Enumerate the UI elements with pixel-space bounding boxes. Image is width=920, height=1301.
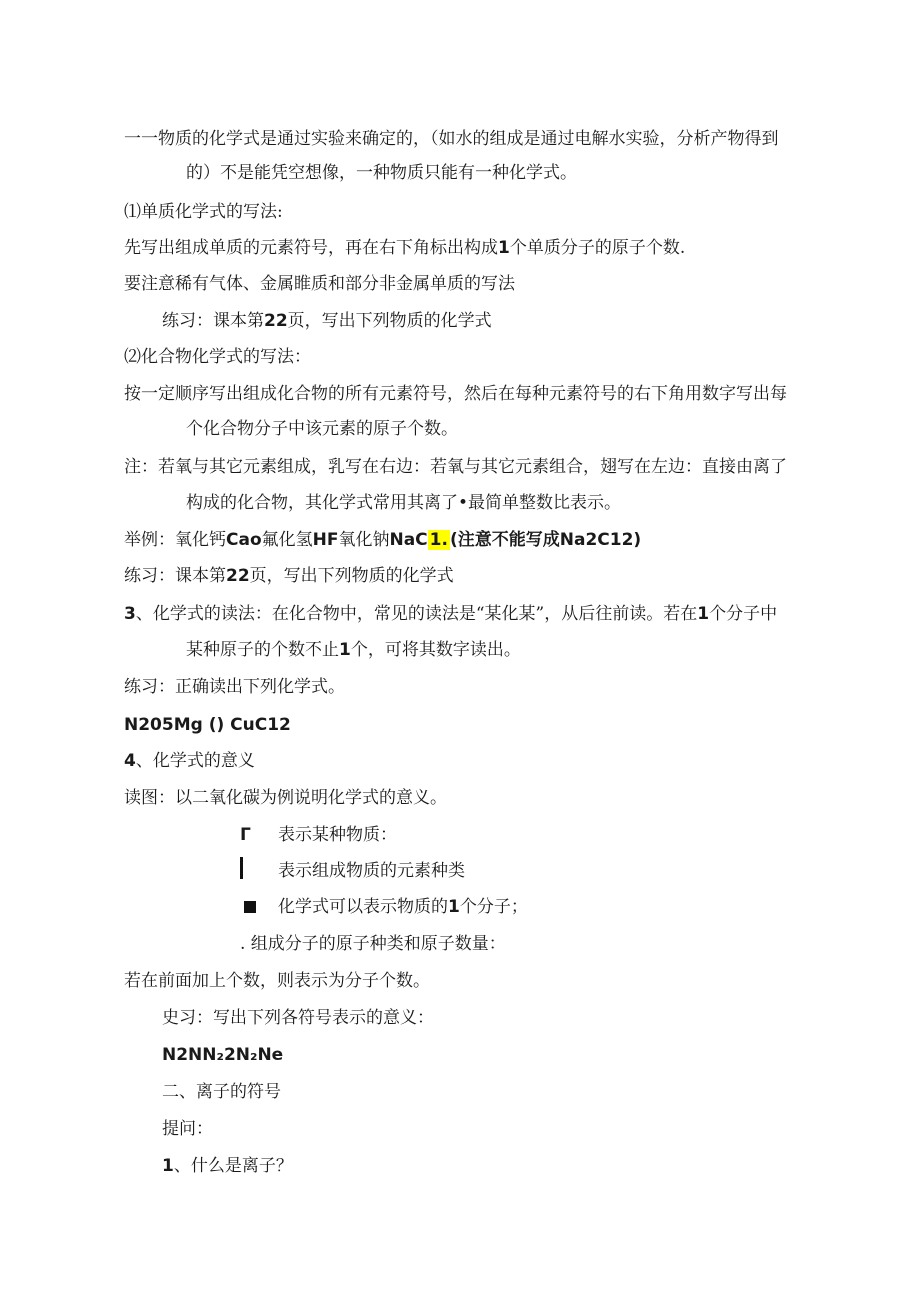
formula-line: N2NN₂2N₂Ne (162, 1045, 284, 1065)
exercise-line: 练习：课本第22页，写出下列物质的化学式 (124, 566, 454, 586)
meaning-item: 表示某种物质： (278, 825, 397, 845)
example-line: 举例：氧化钙Cao氟化氢HF氧化钠NaC 1. (注意不能写成Na2C12) (124, 530, 642, 550)
paragraph-line: 按一定顺序写出组成化合物的所有元素符号，然后在每种元素符号的右下角用数字写出每 (124, 384, 787, 404)
meaning-item: 化学式可以表示物质的1个分子； (278, 897, 528, 917)
note-line: 注：若氧与其它元素组成，乳写在右边：若氧与其它元素组合，翅写在左边：直接由离了 (124, 457, 787, 477)
paragraph-line: 的）不是能凭空想像，一种物质只能有一种化学式。 (186, 163, 577, 183)
exercise-line: 史习：写出下列各符号表示的意义： (162, 1008, 434, 1028)
question-line: 1、什么是离子？ (162, 1156, 293, 1176)
paragraph-line: 个化合物分子中该元素的原子个数。 (186, 419, 458, 439)
paragraph-line: 先写出组成单质的元素符号，再在右下角标出构成1个单质分子的原子个数. (124, 238, 686, 258)
paragraph-line: 若在前面加上个数，则表示为分子个数。 (124, 971, 430, 991)
section-heading: 二、离子的符号 (162, 1082, 281, 1102)
square-bullet (244, 901, 256, 913)
exercise-line: 练习：正确读出下列化学式。 (124, 677, 345, 697)
meaning-item: . 组成分子的原子种类和原子数量： (240, 934, 506, 954)
formula-line: N205Mg () CuC12 (124, 715, 291, 735)
exercise-line: 练习：课本第22页，写出下列物质的化学式 (162, 311, 492, 331)
section-heading: 3、化学式的读法：在化合物中，常见的读法是“某化某”，从后往前读。若在1个分子中 (124, 604, 778, 624)
section-heading: 4、化学式的意义 (124, 751, 255, 771)
bracket-mark: Γ (240, 825, 251, 845)
section-heading: ⑴单质化学式的写法: (124, 202, 283, 222)
meaning-item: 表示组成物质的元素种类 (278, 861, 465, 881)
bracket-bar (240, 857, 243, 879)
section-heading: ⑵化合物化学式的写法： (124, 347, 311, 367)
paragraph-line: 要注意稀有气体、金属睢质和部分非金属单质的写法 (124, 274, 515, 294)
paragraph-line: 一一物质的化学式是通过实验来确定的，（如水的组成是通过电解水实验，分析产物得到 (124, 129, 779, 149)
paragraph-line: 提问： (162, 1119, 213, 1139)
highlighted-text: 1. (429, 530, 448, 550)
note-line: 构成的化合物，其化学式常用其离了•最简单整数比表示。 (186, 493, 622, 513)
paragraph-line: 读图：以二氧化碳为例说明化学式的意义。 (124, 788, 447, 808)
paragraph-line: 某种原子的个数不止1个，可将其数字读出。 (186, 640, 521, 660)
